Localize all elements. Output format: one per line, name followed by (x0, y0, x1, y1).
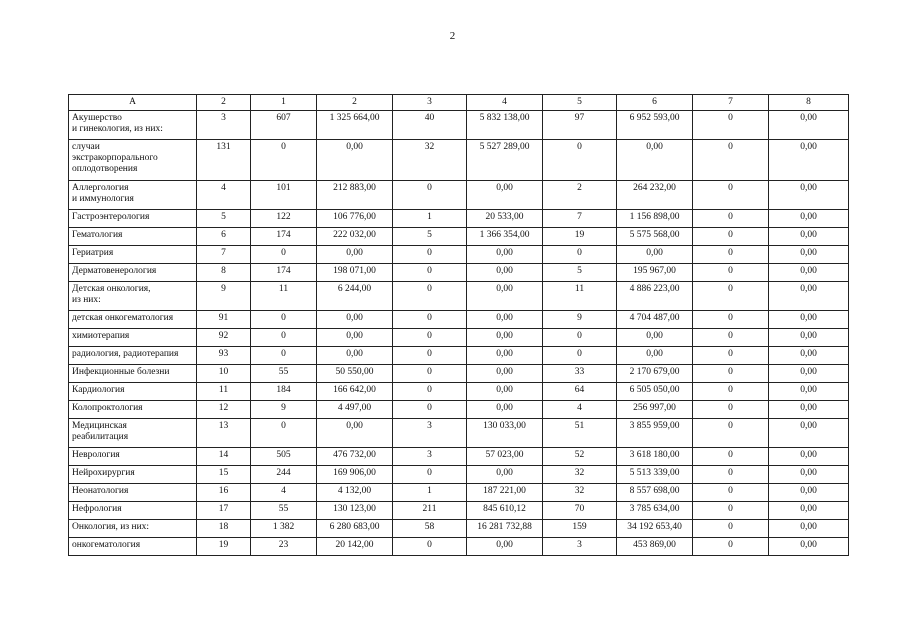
table-cell: 23 (251, 538, 317, 556)
table-body (69, 111, 849, 556)
table-cell: 0 (693, 365, 769, 383)
table-cell: 505 (251, 448, 317, 466)
column-header: 1 (251, 95, 317, 111)
table-cell: 174 (251, 228, 317, 246)
table-cell: 97 (543, 111, 617, 140)
table-cell: 0,00 (769, 365, 849, 383)
table-row (69, 282, 849, 311)
table-cell: 9 (251, 401, 317, 419)
table-cell: 0 (693, 520, 769, 538)
table-cell: 3 855 959,00 (617, 419, 693, 448)
table-cell: 0,00 (769, 520, 849, 538)
table-cell: 0 (393, 538, 467, 556)
table-cell: 0 (693, 347, 769, 365)
table-cell: 222 032,00 (317, 228, 393, 246)
table-cell: 0 (251, 246, 317, 264)
table-cell: 0,00 (769, 538, 849, 556)
table-row (69, 347, 849, 365)
table-cell: 5 (543, 264, 617, 282)
table-cell: 0 (251, 419, 317, 448)
table-cell: 0 (693, 502, 769, 520)
table-row (69, 181, 849, 210)
row-label-cell: Гериатрия (69, 246, 197, 264)
table-cell: 5 832 138,00 (467, 111, 543, 140)
table-row (69, 538, 849, 556)
table-cell: 0 (393, 365, 467, 383)
row-label-cell: Неврология (69, 448, 197, 466)
table-cell: 0,00 (617, 347, 693, 365)
table-cell: 0,00 (769, 502, 849, 520)
table-cell: 0 (393, 246, 467, 264)
table-row (69, 329, 849, 347)
row-label-cell: Дерматовенерология (69, 264, 197, 282)
table-cell: 0,00 (467, 181, 543, 210)
table-row (69, 365, 849, 383)
row-label-cell: химиотерапия (69, 329, 197, 347)
table-cell: 0,00 (769, 228, 849, 246)
table-cell: 0 (393, 264, 467, 282)
table-cell: 174 (251, 264, 317, 282)
table-cell: 0 (543, 246, 617, 264)
table-row (69, 140, 849, 181)
column-header: 2 (197, 95, 251, 111)
table-cell: 6 505 050,00 (617, 383, 693, 401)
table-cell: 184 (251, 383, 317, 401)
table-cell: 0,00 (617, 246, 693, 264)
table-cell: 0,00 (467, 365, 543, 383)
table-cell: 0 (393, 347, 467, 365)
table-cell: 32 (543, 466, 617, 484)
column-header: 5 (543, 95, 617, 111)
table-cell: 16 (197, 484, 251, 502)
table-cell: 0,00 (769, 347, 849, 365)
table-cell: 64 (543, 383, 617, 401)
table-cell: 92 (197, 329, 251, 347)
row-label-cell: радиология, радиотерапия (69, 347, 197, 365)
table-cell: 0,00 (317, 246, 393, 264)
row-label-cell: Детская онкология, из них: (69, 282, 197, 311)
table-cell: 0,00 (769, 311, 849, 329)
table-cell: 9 (543, 311, 617, 329)
table-cell: 8 557 698,00 (617, 484, 693, 502)
table-cell: 198 071,00 (317, 264, 393, 282)
table-cell: 0 (251, 311, 317, 329)
column-header: А (69, 95, 197, 111)
table-cell: 17 (197, 502, 251, 520)
table-cell: 4 (197, 181, 251, 210)
row-label-cell: детская онкогематология (69, 311, 197, 329)
table-cell: 3 618 180,00 (617, 448, 693, 466)
table-row (69, 419, 849, 448)
table-cell: 0,00 (467, 401, 543, 419)
table-cell: 0 (543, 329, 617, 347)
table-cell: 70 (543, 502, 617, 520)
table-cell: 8 (197, 264, 251, 282)
table-cell: 0 (393, 282, 467, 311)
row-label-cell: Аллергология и иммунология (69, 181, 197, 210)
table-cell: 0,00 (769, 383, 849, 401)
table-row (69, 264, 849, 282)
table-cell: 0,00 (769, 401, 849, 419)
table-cell: 0,00 (317, 347, 393, 365)
table-cell: 4 (543, 401, 617, 419)
table-cell: 0,00 (769, 140, 849, 181)
table-cell: 845 610,12 (467, 502, 543, 520)
table-row (69, 502, 849, 520)
column-header: 7 (693, 95, 769, 111)
table-cell: 0 (693, 419, 769, 448)
table-cell: 453 869,00 (617, 538, 693, 556)
table-cell: 131 (197, 140, 251, 181)
table-cell: 1 (393, 484, 467, 502)
table-cell: 0 (693, 228, 769, 246)
row-label-cell: Неонатология (69, 484, 197, 502)
table-cell: 0 (393, 383, 467, 401)
table-cell: 4 497,00 (317, 401, 393, 419)
table-cell: 0 (693, 111, 769, 140)
table-row (69, 401, 849, 419)
table-cell: 0 (693, 181, 769, 210)
table-cell: 4 (251, 484, 317, 502)
table-cell: 1 156 898,00 (617, 210, 693, 228)
table-cell: 0,00 (467, 538, 543, 556)
table-cell: 12 (197, 401, 251, 419)
table-cell: 0 (393, 329, 467, 347)
table-cell: 5 527 289,00 (467, 140, 543, 181)
table-cell: 4 132,00 (317, 484, 393, 502)
table-cell: 130 123,00 (317, 502, 393, 520)
table-cell: 0,00 (467, 329, 543, 347)
table-cell: 11 (543, 282, 617, 311)
table-cell: 19 (197, 538, 251, 556)
table-cell: 0,00 (467, 466, 543, 484)
column-header: 4 (467, 95, 543, 111)
row-label-cell: онкогематология (69, 538, 197, 556)
table-cell: 3 (393, 448, 467, 466)
table-cell: 2 170 679,00 (617, 365, 693, 383)
table-cell: 93 (197, 347, 251, 365)
table-cell: 32 (543, 484, 617, 502)
table-row (69, 466, 849, 484)
table-cell: 0,00 (769, 111, 849, 140)
table-cell: 0 (393, 181, 467, 210)
table-cell: 1 (393, 210, 467, 228)
table-row (69, 228, 849, 246)
table-cell: 264 232,00 (617, 181, 693, 210)
table-cell: 4 704 487,00 (617, 311, 693, 329)
table-cell: 0 (393, 401, 467, 419)
table-cell: 0,00 (467, 282, 543, 311)
table-cell: 55 (251, 502, 317, 520)
table-cell: 0 (693, 383, 769, 401)
row-label-cell: Кардиология (69, 383, 197, 401)
table-row (69, 311, 849, 329)
table-cell: 7 (197, 246, 251, 264)
table-cell: 10 (197, 365, 251, 383)
table-cell: 11 (197, 383, 251, 401)
table-cell: 9 (197, 282, 251, 311)
table-cell: 0,00 (769, 246, 849, 264)
table-cell: 6 280 683,00 (317, 520, 393, 538)
table-cell: 1 366 354,00 (467, 228, 543, 246)
table-cell: 0,00 (769, 484, 849, 502)
table-cell: 3 (543, 538, 617, 556)
table-cell: 0,00 (467, 383, 543, 401)
table-cell: 607 (251, 111, 317, 140)
table-cell: 0 (693, 466, 769, 484)
column-header: 2 (317, 95, 393, 111)
table-cell: 4 886 223,00 (617, 282, 693, 311)
row-label-cell: Инфекционные болезни (69, 365, 197, 383)
table-cell: 33 (543, 365, 617, 383)
table-cell: 5 (393, 228, 467, 246)
table-cell: 166 642,00 (317, 383, 393, 401)
table-cell: 159 (543, 520, 617, 538)
table-cell: 5 (197, 210, 251, 228)
table-row (69, 484, 849, 502)
table-cell: 476 732,00 (317, 448, 393, 466)
table-cell: 0,00 (467, 347, 543, 365)
table-cell: 13 (197, 419, 251, 448)
table-cell: 34 192 653,40 (617, 520, 693, 538)
table-cell: 1 382 (251, 520, 317, 538)
table-cell: 91 (197, 311, 251, 329)
table-cell: 0 (543, 140, 617, 181)
table-cell: 0,00 (317, 329, 393, 347)
table-cell: 11 (251, 282, 317, 311)
table-cell: 0 (693, 246, 769, 264)
table-cell: 0,00 (617, 140, 693, 181)
table-cell: 0,00 (467, 311, 543, 329)
row-label-cell: случаи экстракорпорального оплодотворения (69, 140, 197, 181)
table-cell: 20 142,00 (317, 538, 393, 556)
table-cell: 6 (197, 228, 251, 246)
row-label-cell: Онкология, из них: (69, 520, 197, 538)
table-cell: 0,00 (769, 419, 849, 448)
table-cell: 3 (197, 111, 251, 140)
table-cell: 0 (693, 264, 769, 282)
table-cell: 0 (693, 210, 769, 228)
table-cell: 0 (251, 140, 317, 181)
table-cell: 169 906,00 (317, 466, 393, 484)
table-cell: 19 (543, 228, 617, 246)
table-cell: 106 776,00 (317, 210, 393, 228)
table-cell: 0 (543, 347, 617, 365)
column-header: 8 (769, 95, 849, 111)
table-cell: 18 (197, 520, 251, 538)
table-cell: 0 (693, 282, 769, 311)
table-cell: 51 (543, 419, 617, 448)
table-cell: 58 (393, 520, 467, 538)
table-cell: 5 513 339,00 (617, 466, 693, 484)
page-number: 2 (449, 30, 456, 42)
table-cell: 0,00 (317, 311, 393, 329)
table-cell: 0 (693, 329, 769, 347)
table-cell: 6 952 593,00 (617, 111, 693, 140)
row-label-cell: Колопроктология (69, 401, 197, 419)
table-cell: 0,00 (769, 264, 849, 282)
table-cell: 3 (393, 419, 467, 448)
table-cell: 0,00 (769, 448, 849, 466)
table-cell: 32 (393, 140, 467, 181)
table-cell: 0 (693, 484, 769, 502)
row-label-cell: Нефрология (69, 502, 197, 520)
column-header: 3 (393, 95, 467, 111)
table-cell: 0 (693, 538, 769, 556)
table-cell: 0 (393, 311, 467, 329)
table-cell: 6 244,00 (317, 282, 393, 311)
table-cell: 0 (693, 140, 769, 181)
table-cell: 187 221,00 (467, 484, 543, 502)
table-cell: 212 883,00 (317, 181, 393, 210)
table-cell: 3 785 634,00 (617, 502, 693, 520)
data-table (68, 94, 849, 556)
table-cell: 0 (693, 311, 769, 329)
table-cell: 211 (393, 502, 467, 520)
table-cell: 0,00 (769, 466, 849, 484)
header-row (69, 95, 849, 111)
row-label-cell: Гастроэнтерология (69, 210, 197, 228)
table-cell: 20 533,00 (467, 210, 543, 228)
table-cell: 0 (693, 401, 769, 419)
table-row (69, 520, 849, 538)
table-row (69, 111, 849, 140)
table-cell: 57 023,00 (467, 448, 543, 466)
table-cell: 50 550,00 (317, 365, 393, 383)
row-label-cell: Медицинская реабилитация (69, 419, 197, 448)
row-label-cell: Акушерство и гинекология, из них: (69, 111, 197, 140)
table-cell: 0,00 (769, 210, 849, 228)
table-row (69, 448, 849, 466)
table-cell: 1 325 664,00 (317, 111, 393, 140)
table-row (69, 383, 849, 401)
table-cell: 0 (251, 347, 317, 365)
table-cell: 122 (251, 210, 317, 228)
table-cell: 7 (543, 210, 617, 228)
table-cell: 52 (543, 448, 617, 466)
table-cell: 16 281 732,88 (467, 520, 543, 538)
table-cell: 195 967,00 (617, 264, 693, 282)
column-header: 6 (617, 95, 693, 111)
table-row (69, 246, 849, 264)
table-cell: 2 (543, 181, 617, 210)
table-cell: 0,00 (769, 181, 849, 210)
table-cell: 244 (251, 466, 317, 484)
table-cell: 5 575 568,00 (617, 228, 693, 246)
table-cell: 0,00 (467, 246, 543, 264)
table-cell: 256 997,00 (617, 401, 693, 419)
table-cell: 0,00 (769, 329, 849, 347)
row-label-cell: Гематология (69, 228, 197, 246)
table-cell: 0 (693, 448, 769, 466)
table-cell: 15 (197, 466, 251, 484)
table-cell: 0,00 (317, 140, 393, 181)
table-cell: 130 033,00 (467, 419, 543, 448)
table-cell: 0,00 (617, 329, 693, 347)
table-cell: 40 (393, 111, 467, 140)
table-cell: 0 (393, 466, 467, 484)
table-cell: 0,00 (467, 264, 543, 282)
table-cell: 0 (251, 329, 317, 347)
table-cell: 55 (251, 365, 317, 383)
table-cell: 101 (251, 181, 317, 210)
table-cell: 0,00 (769, 282, 849, 311)
table-cell: 14 (197, 448, 251, 466)
table-cell: 0,00 (317, 419, 393, 448)
row-label-cell: Нейрохирургия (69, 466, 197, 484)
table-row (69, 210, 849, 228)
